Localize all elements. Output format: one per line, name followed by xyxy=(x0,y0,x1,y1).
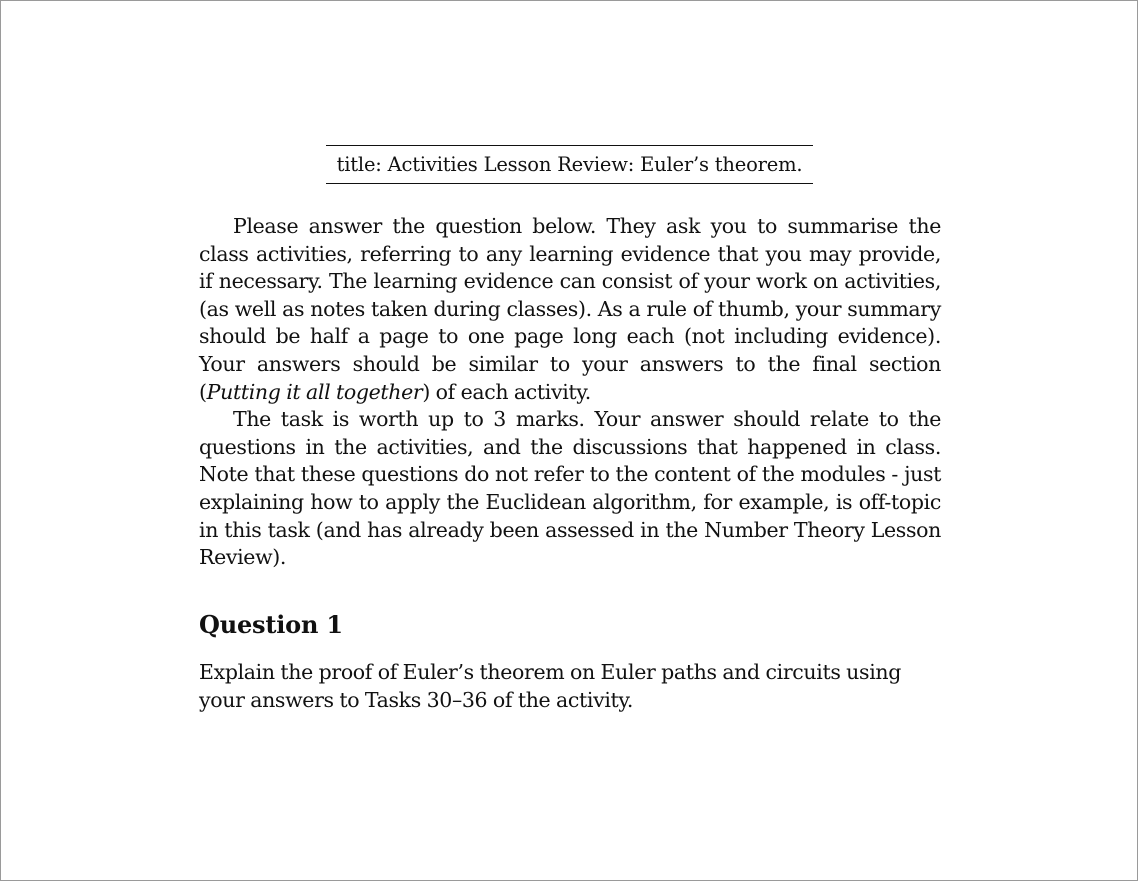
title-block xyxy=(326,145,813,184)
putting-it-all-together-emphasis: Putting it all together xyxy=(206,379,423,404)
intro-paragraph-1-start: Please answer the question below. They ask you to summarise the class activities, referring to any learning evidence that you may provide, if necessary. The learning evidence can consist of your work on activities, (as well as notes taken during classes). As a rule of thumb, your summary should be half a page to one page long each (not including evidence). Your answers should be similar to your answers to the final section ( xyxy=(199,214,941,404)
intro-paragraph-2: The task is worth up to 3 marks. Your answer should relate to the questions in the activities, and the discussions that happened in class. Note that these questions do not refer to the content of the modules - just explaining how to apply the Euclidean algorithm, for example, is off-topic in this task (and has already been assessed in the Number Theory Lesson Review). xyxy=(199,407,941,570)
intro-paragraph-1-end: ) of each activity. xyxy=(422,379,591,404)
intro-paragraph-1 xyxy=(199,213,941,406)
question-1-text: Explain the proof of Euler’s theorem on Euler paths and circuits using your answers to Tasks 30–36 of the activity. xyxy=(199,660,902,712)
intro-section xyxy=(199,213,941,572)
document-title: title: Activities Lesson Review: Euler’s theorem. xyxy=(336,153,803,176)
question-1-heading: Question 1 xyxy=(199,610,343,639)
